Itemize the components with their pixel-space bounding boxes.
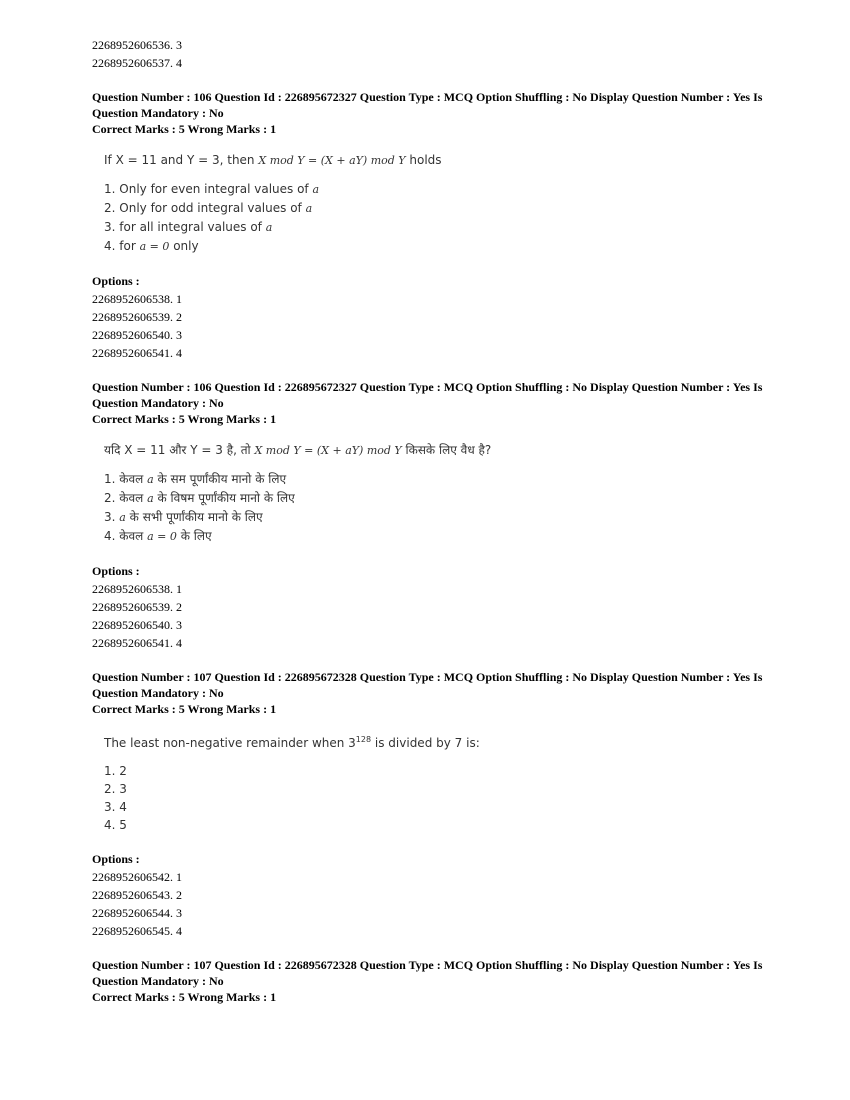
option-id-line: 2268952606542. 1: [92, 870, 182, 884]
option-id-line: 2268952606537. 4: [92, 56, 182, 70]
question-content: [92, 151, 772, 256]
option-id-line: 2268952606539. 2: [92, 310, 182, 324]
answer-choice: 1. Only for even integral values of a: [104, 182, 320, 196]
options-label: Options :: [92, 564, 140, 578]
question-statement: The least non-negative remainder when $3^{128}$ is divided by 7 is:: [104, 735, 480, 750]
option-id-line: 2268952606545. 4: [92, 924, 182, 938]
question-marks: Correct Marks : 5 Wrong Marks : 1: [92, 122, 277, 136]
answer-choice: 3. a के सभी पूर्णांकीय मानो के लिए: [104, 510, 263, 524]
question-content: [92, 441, 772, 546]
question-marks: Correct Marks : 5 Wrong Marks : 1: [92, 702, 277, 716]
top-options-list: [92, 36, 772, 72]
answer-choice: 4. 5: [104, 818, 127, 832]
question-meta: Question Number : 106 Question Id : 226895672327 Question Type : MCQ Option Shuffling : No Display Question Number : Yes Is Question Mandatory : No: [92, 90, 763, 120]
question-statement: If X = 11 and Y = 3, then X mod Y = (X + aY) mod Y holds: [104, 153, 442, 167]
question-statement: यदि X = 11 और Y = 3 है, तो X mod Y = (X + aY) mod Y किसके लिए वैध है?: [104, 443, 492, 457]
options-label: Options :: [92, 274, 140, 288]
option-id-line: 2268952606539. 2: [92, 600, 182, 614]
answer-choice: 2. Only for odd integral values of a: [104, 201, 313, 215]
answer-choice: 2. केवल a के विषम पूर्णांकीय मानो के लिए: [104, 491, 295, 505]
question-marks: Correct Marks : 5 Wrong Marks : 1: [92, 990, 277, 1004]
answer-choice: 4. केवल a = 0 के लिए: [104, 529, 212, 543]
answer-choices: [104, 180, 772, 256]
option-id-line: 2268952606541. 4: [92, 636, 182, 650]
question-block: [92, 379, 772, 652]
question-meta: Question Number : 106 Question Id : 226895672327 Question Type : MCQ Option Shuffling : No Display Question Number : Yes Is Question Mandatory : No: [92, 380, 763, 410]
answer-choice: 3. for all integral values of a: [104, 220, 273, 234]
answer-choice: 2. 3: [104, 782, 127, 796]
question-meta: Question Number : 107 Question Id : 226895672328 Question Type : MCQ Option Shuffling : No Display Question Number : Yes Is Question Mandatory : No: [92, 670, 763, 700]
options-label: Options :: [92, 852, 140, 866]
option-id-line: 2268952606536. 3: [92, 38, 182, 52]
option-id-line: 2268952606544. 3: [92, 906, 182, 920]
answer-choice: 1. केवल a के सम पूर्णांकीय मानो के लिए: [104, 472, 287, 486]
option-id-line: 2268952606541. 4: [92, 346, 182, 360]
question-content: [92, 731, 772, 834]
option-id-line: 2268952606540. 3: [92, 618, 182, 632]
question-block: [92, 957, 772, 1005]
answer-choices: [104, 470, 772, 546]
question-meta: Question Number : 107 Question Id : 226895672328 Question Type : MCQ Option Shuffling : No Display Question Number : Yes Is Question Mandatory : No: [92, 958, 763, 988]
question-marks: Correct Marks : 5 Wrong Marks : 1: [92, 412, 277, 426]
question-block: [92, 669, 772, 940]
answer-choice: 4. for a = 0 only: [104, 239, 199, 253]
question-block: [92, 89, 772, 362]
option-id-line: 2268952606543. 2: [92, 888, 182, 902]
answer-choices: [104, 762, 772, 834]
option-id-line: 2268952606538. 1: [92, 582, 182, 596]
answer-choice: 3. 4: [104, 800, 127, 814]
option-id-line: 2268952606538. 1: [92, 292, 182, 306]
document-page: [92, 36, 772, 1005]
answer-choice: 1. 2: [104, 764, 127, 778]
option-id-line: 2268952606540. 3: [92, 328, 182, 342]
